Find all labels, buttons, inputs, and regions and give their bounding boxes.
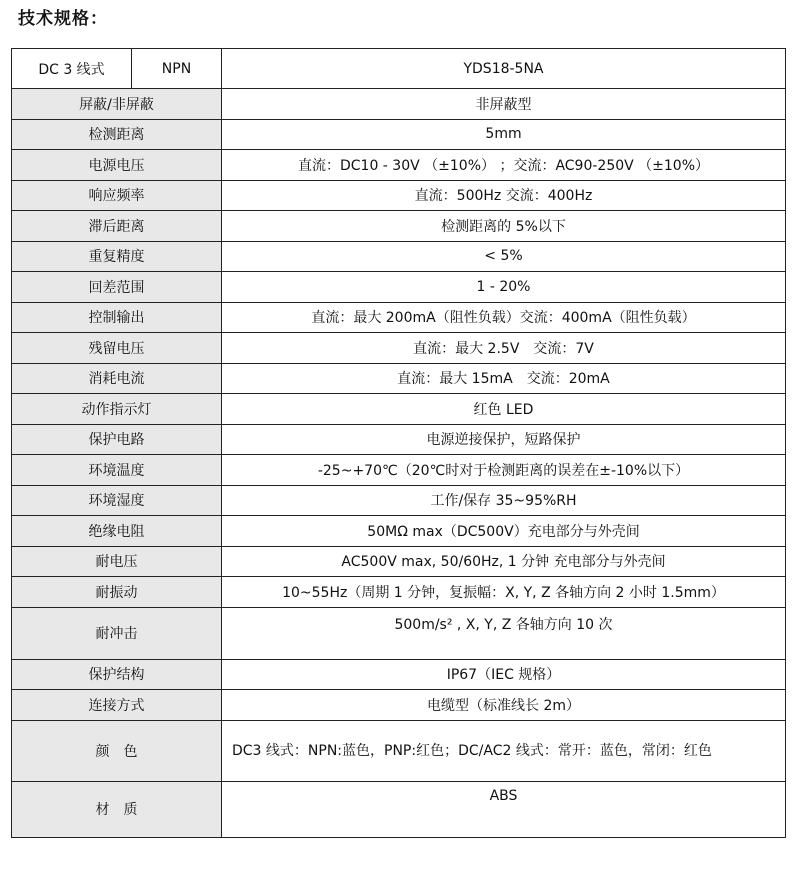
row-label: 检测距离 (12, 119, 222, 150)
row-label: 环境湿度 (12, 485, 222, 516)
table-row (12, 455, 786, 486)
table-row (12, 720, 786, 781)
row-label: 滞后距离 (12, 211, 222, 242)
wire-type-cell: DC 3 线式 (12, 49, 132, 89)
table-row-header (12, 49, 786, 89)
row-label: 环境温度 (12, 455, 222, 486)
table-row (12, 516, 786, 547)
table-row (12, 363, 786, 394)
table-row (12, 272, 786, 303)
row-value: ABS (222, 781, 786, 837)
row-value: < 5% (222, 241, 786, 272)
row-label: 绝缘电阻 (12, 516, 222, 547)
spec-table (11, 48, 786, 838)
row-label: 控制输出 (12, 302, 222, 333)
row-value: 直流：最大 15mA 交流：20mA (222, 363, 786, 394)
row-label: 消耗电流 (12, 363, 222, 394)
row-label: 回差范围 (12, 272, 222, 303)
row-label: 耐冲击 (12, 607, 222, 659)
table-row (12, 577, 786, 608)
row-value: IP67（IEC 规格） (222, 659, 786, 690)
table-row (12, 485, 786, 516)
row-value: 50MΩ max（DC500V）充电部分与外壳间 (222, 516, 786, 547)
output-type-cell: NPN (132, 49, 222, 89)
row-value: 500m/s² , X, Y, Z 各轴方向 10 次 (222, 607, 786, 659)
model-cell: YDS18-5NA (222, 49, 786, 89)
row-label: 响应频率 (12, 180, 222, 211)
row-value: 1 - 20% (222, 272, 786, 303)
table-row (12, 546, 786, 577)
row-label: 保护电路 (12, 424, 222, 455)
row-value: 检测距离的 5%以下 (222, 211, 786, 242)
table-row (12, 89, 786, 120)
row-value: 直流：最大 2.5V 交流：7V (222, 333, 786, 364)
row-value: 工作/保存 35~95%RH (222, 485, 786, 516)
table-row (12, 333, 786, 364)
row-label: 耐电压 (12, 546, 222, 577)
row-value: 直流：500Hz 交流：400Hz (222, 180, 786, 211)
row-label: 电源电压 (12, 150, 222, 181)
page-title: 技术规格： (18, 9, 108, 29)
table-row (12, 607, 786, 659)
row-value: 10~55Hz（周期 1 分钟，复振幅：X, Y, Z 各轴方向 2 小时 1.5mm） (222, 577, 786, 608)
row-value: 电源逆接保护，短路保护 (222, 424, 786, 455)
row-label: 动作指示灯 (12, 394, 222, 425)
table-row (12, 180, 786, 211)
row-label: 耐振动 (12, 577, 222, 608)
row-value: 直流：最大 200mA（阻性负载）交流：400mA（阻性负载） (222, 302, 786, 333)
row-value: -25~+70℃（20℃时对于检测距离的误差在±-10%以下） (222, 455, 786, 486)
table-row (12, 302, 786, 333)
row-label: 连接方式 (12, 690, 222, 721)
table-row (12, 424, 786, 455)
row-value: AC500V max, 50/60Hz, 1 分钟 充电部分与外壳间 (222, 546, 786, 577)
table-row (12, 659, 786, 690)
row-label: 材 质 (12, 781, 222, 837)
row-label: 重复精度 (12, 241, 222, 272)
table-row (12, 690, 786, 721)
row-label: 颜 色 (12, 720, 222, 781)
table-row (12, 781, 786, 837)
row-value: 直流：DC10 - 30V （±10%） ；交流：AC90-250V （±10%） (222, 150, 786, 181)
row-value: 非屏蔽型 (222, 89, 786, 120)
table-row (12, 119, 786, 150)
row-label: 保护结构 (12, 659, 222, 690)
table-row (12, 241, 786, 272)
row-value: 红色 LED (222, 394, 786, 425)
row-value: 电缆型（标准线长 2m） (222, 690, 786, 721)
row-label: 残留电压 (12, 333, 222, 364)
table-row (12, 394, 786, 425)
table-row (12, 150, 786, 181)
row-value: DC3 线式：NPN:蓝色，PNP:红色；DC/AC2 线式：常开：蓝色，常闭：红色 (222, 720, 786, 781)
row-label: 屏蔽/非屏蔽 (12, 89, 222, 120)
table-row (12, 211, 786, 242)
row-value: 5mm (222, 119, 786, 150)
